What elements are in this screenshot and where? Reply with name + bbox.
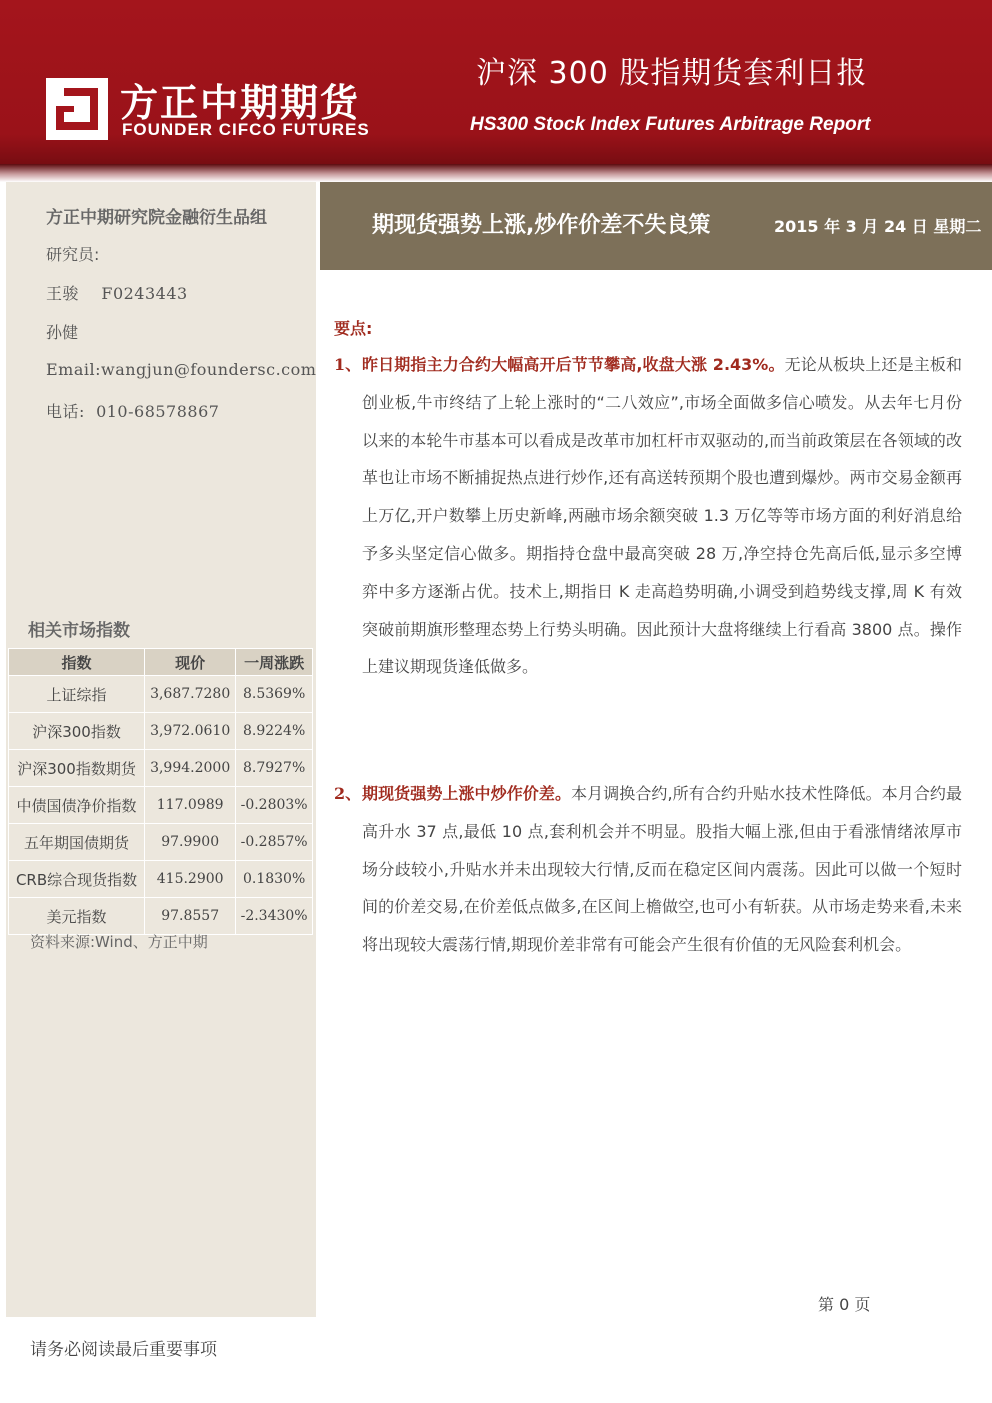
key-point-headline: 期现货强势上涨中炒作价差。	[362, 784, 572, 803]
index-price: 3,687.7280	[145, 676, 236, 713]
table-row	[9, 898, 313, 935]
index-name: 中债国债净价指数	[9, 787, 145, 824]
data-source-note: 资料来源:Wind、方正中期	[30, 933, 208, 951]
index-name: 美元指数	[9, 898, 145, 935]
index-change: -0.2803%	[236, 787, 313, 824]
key-point-headline: 昨日期指主力合约大幅高开后节节攀高,收盘大涨 2.43%。	[362, 355, 785, 374]
logo-en-text: FOUNDER CIFCO FUTURES	[122, 120, 370, 139]
index-name: 沪深300指数期货	[9, 750, 145, 787]
report-date: 2015 年 3 月 24 日 星期二	[774, 217, 982, 236]
logo-cn-text: 方正中期期货	[120, 81, 361, 125]
table-row	[9, 713, 313, 750]
table-header-row	[9, 649, 313, 676]
index-price: 117.0989	[145, 787, 236, 824]
index-price: 3,972.0610	[145, 713, 236, 750]
index-price: 415.2900	[145, 861, 236, 898]
table-row	[9, 787, 313, 824]
key-point-number: 1、	[334, 355, 362, 374]
market-index-table	[8, 648, 313, 935]
report-title-en: HS300 Stock Index Futures Arbitrage Report	[470, 114, 871, 135]
researcher-wang: 王骏 F0243443	[46, 284, 188, 303]
researcher-sun: 孙健	[46, 323, 79, 342]
table-row	[9, 824, 313, 861]
index-name: 上证综指	[9, 676, 145, 713]
email-link[interactable]: Email:wangjun@foundersc.com	[46, 360, 317, 379]
index-price: 3,994.2000	[145, 750, 236, 787]
column-header-price: 现价	[145, 649, 236, 676]
index-change: 8.9224%	[236, 713, 313, 750]
key-point-body	[362, 346, 962, 686]
index-name: CRB综合现货指数	[9, 861, 145, 898]
key-points-label: 要点:	[334, 319, 373, 338]
key-point-1	[334, 346, 962, 686]
table-row	[9, 676, 313, 713]
logo-icon	[46, 78, 108, 140]
table-row	[9, 861, 313, 898]
researcher-label: 研究员:	[46, 245, 100, 264]
report-title-cn: 沪深 300 股指期货套利日报	[476, 56, 868, 91]
column-header-weekly-change: 一周涨跌	[236, 649, 313, 676]
page-number: 第 0 页	[818, 1295, 871, 1314]
key-point-text: 本月调换合约,所有合约升贴水技术性降低。本月合约最高升水 37 点,最低 10 点,套利机会并不明显。股指大幅上涨,但由于看涨情绪浓厚市场分歧较小,升贴水并未出现较大行情,反而在稳定区间内震荡。因此可以做一个短时间的价差交易,在价差低点做多,在区间上檐做空,也可小有斩获。从市场走势来看,未来将出现较大震荡行情,期现价差非常有可能会产生很有价值的无风险套利机会。	[362, 784, 962, 955]
market-index-title: 相关市场指数	[28, 621, 130, 641]
index-change: 0.1830%	[236, 861, 313, 898]
key-point-2	[334, 775, 962, 964]
key-point-number: 2、	[334, 784, 362, 803]
column-header-index: 指数	[9, 649, 145, 676]
headline-title: 期现货强势上涨,炒作价差不失良策	[372, 213, 711, 238]
key-point-text: 无论从板块上还是主板和创业板,牛市终结了上轮上涨时的“二八效应”,市场全面做多信心喷发。从去年七月份以来的本轮牛市基本可以看成是改革市加杠杆市双驱动的,而当前政策层在各领域的改革也让市场不断捕捉热点进行炒作,还有高送转预期个股也遭到爆炒。两市交易金额再上万亿,开户数攀上历史新峰,两融市场余额突破 1.3 万亿等等市场方面的利好消息给予多头坚定信心做多。期指持仓盘中最高突破 28 万,净空持仓先高后低,显示多空博弈中多方逐渐占优。技术上,期指日 K 走高趋势明确,小调受到趋势线支撑,周 K 有效突破前期旗形整理态势上行势头明确。因此预计大盘将继续上行看高 3800 点。操作上建议期现货逢低做多。	[362, 355, 962, 677]
phone-number: 电话: 010-68578867	[46, 402, 220, 421]
index-change: -2.3430%	[236, 898, 313, 935]
index-name: 沪深300指数	[9, 713, 145, 750]
index-price: 97.9900	[145, 824, 236, 861]
key-point-body	[362, 775, 962, 964]
table-row	[9, 750, 313, 787]
research-org: 方正中期研究院金融衍生品组	[46, 208, 267, 228]
disclaimer-note: 请务必阅读最后重要事项	[30, 1340, 217, 1360]
index-name: 五年期国债期货	[9, 824, 145, 861]
index-change: 8.7927%	[236, 750, 313, 787]
header-shadow	[0, 164, 992, 182]
index-change: -0.2857%	[236, 824, 313, 861]
index-price: 97.8557	[145, 898, 236, 935]
index-change: 8.5369%	[236, 676, 313, 713]
